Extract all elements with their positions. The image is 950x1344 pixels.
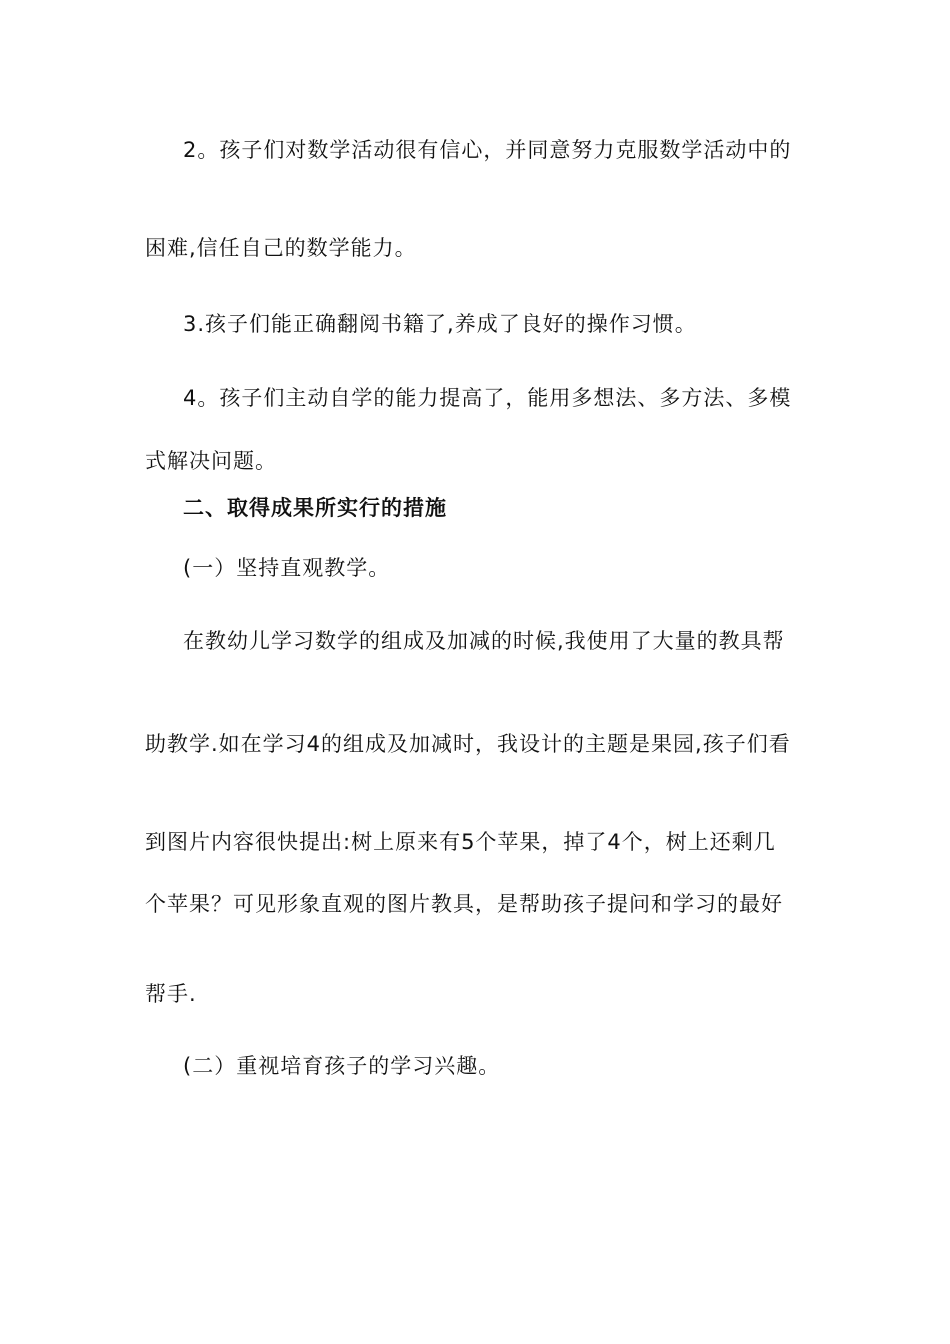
section-heading: 二、取得成果所实行的措施 bbox=[183, 496, 447, 520]
paragraph-5-line-2: 助教学.如在学习4的组成及加减时，我设计的主题是果园,孩子们看 bbox=[145, 732, 791, 756]
paragraph-5-line-1: 在教幼儿学习数学的组成及加减的时候,我使用了大量的教具帮 bbox=[183, 629, 785, 653]
subsection-heading-2: (二）重视培育孩子的学习兴趣。 bbox=[183, 1054, 501, 1078]
subsection-heading-1: (一）坚持直观教学。 bbox=[183, 556, 391, 580]
paragraph-5-line-4: 个苹果？可见形象直观的图片教具，是帮助孩子提问和学习的最好 bbox=[145, 892, 783, 916]
paragraph-2-line-2: 困难,信任自己的数学能力。 bbox=[145, 236, 417, 260]
paragraph-3: 3.孩子们能正确翻阅书籍了,养成了良好的操作习惯。 bbox=[183, 312, 697, 336]
paragraph-4-line-2: 式解决问题。 bbox=[145, 449, 277, 473]
paragraph-2-line-1: 2。孩子们对数学活动很有信心，并同意努力克服数学活动中的 bbox=[183, 138, 792, 162]
paragraph-4-line-1: 4。孩子们主动自学的能力提高了，能用多想法、多方法、多模 bbox=[183, 386, 792, 410]
paragraph-5-line-3: 到图片内容很快提出:树上原来有5个苹果，掉了4个，树上还剩几 bbox=[145, 830, 776, 854]
paragraph-5-line-5: 帮手. bbox=[145, 982, 197, 1006]
